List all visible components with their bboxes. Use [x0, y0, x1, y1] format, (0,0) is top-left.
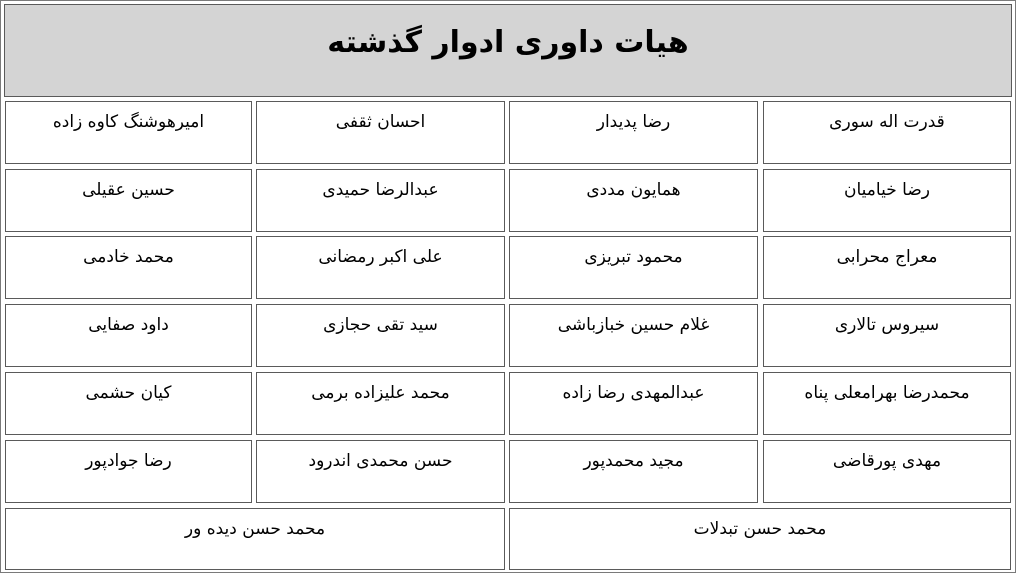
page-title: هیات داوری ادوار گذشته	[327, 25, 689, 60]
title-box	[4, 4, 1012, 97]
juror-name: عبدالمهدی رضا زاده	[562, 383, 705, 403]
juror-cell	[763, 101, 1011, 164]
juror-name: همایون مددی	[586, 180, 681, 200]
juror-name: محمد حسن دیده ور	[184, 519, 326, 539]
juror-name: داود صفایی	[88, 315, 169, 335]
juror-name: امیرهوشنگ کاوه زاده	[52, 112, 205, 132]
juror-name: غلام حسین خبازباشی	[557, 315, 710, 335]
juror-cell	[256, 169, 505, 232]
juror-cell	[5, 101, 252, 164]
juror-cell	[763, 304, 1011, 367]
juror-cell	[5, 169, 252, 232]
juror-cell	[256, 236, 505, 299]
juror-name: علی اکبر رمضانی	[318, 247, 443, 267]
juror-name: مجید محمدپور	[583, 451, 684, 471]
juror-cell	[5, 372, 252, 435]
juror-name: کیان حشمی	[85, 383, 172, 403]
juror-name: حسین عقیلی	[82, 180, 175, 200]
juror-name: سید تقی حجازی	[323, 315, 438, 335]
juror-name: احسان ثقفی	[335, 112, 426, 132]
juror-name: عبدالرضا حمیدی	[322, 180, 439, 200]
juror-cell	[5, 440, 252, 503]
juror-name: حسن محمدی اندرود	[308, 451, 453, 471]
juror-name: محمدرضا بهرامعلی پناه	[804, 383, 970, 403]
juror-cell	[763, 440, 1011, 503]
juror-name: قدرت اله سوری	[829, 112, 945, 132]
juror-name: معراج محرابی	[836, 247, 938, 267]
juror-cell-wide	[5, 508, 505, 570]
juror-cell	[763, 236, 1011, 299]
juror-cell-wide	[509, 508, 1011, 570]
juror-cell	[509, 101, 758, 164]
juror-name: سیروس تالاری	[834, 315, 940, 335]
juror-name: رضا خیامیان	[844, 180, 930, 200]
juror-name: محمد خادمی	[83, 247, 174, 267]
juror-cell	[256, 440, 505, 503]
juror-name: محمد علیزاده برمی	[311, 383, 450, 403]
juror-cell	[5, 236, 252, 299]
juror-name: رضا پدیدار	[596, 112, 671, 132]
juror-cell	[509, 169, 758, 232]
juror-cell	[509, 304, 758, 367]
juror-name: مهدی پورقاضی	[832, 451, 942, 471]
juror-cell	[5, 304, 252, 367]
juror-cell	[256, 304, 505, 367]
juror-cell	[763, 169, 1011, 232]
juror-name: محمود تبریزی	[584, 247, 683, 267]
juror-cell	[509, 440, 758, 503]
juror-cell	[256, 372, 505, 435]
juror-cell	[763, 372, 1011, 435]
juror-name: رضا جوادپور	[85, 451, 172, 471]
juror-cell	[509, 372, 758, 435]
juror-name: محمد حسن تبدلات	[693, 519, 827, 539]
juror-cell	[256, 101, 505, 164]
juror-cell	[509, 236, 758, 299]
